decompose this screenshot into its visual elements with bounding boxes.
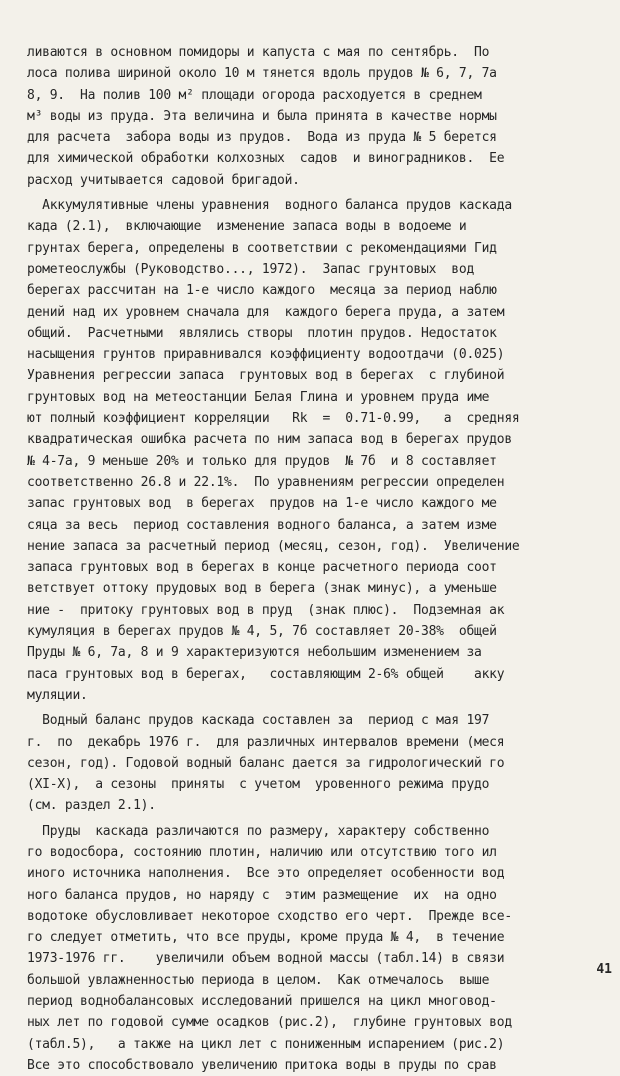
text-line: муляции.	[27, 687, 88, 703]
paragraph-2	[27, 195, 583, 706]
text-line: Уравнения регрессии запаса грунтовых вод в берегах с глубиной	[27, 368, 505, 384]
text-line: 1973-1976 гг. увеличили объем водной массы (табл.14) в связи	[27, 951, 505, 967]
text-line: ного баланса прудов, но наряду с этим размещение их на одно	[27, 887, 497, 903]
text-line: берегах рассчитан на 1-е число каждого месяца за период наблю	[27, 283, 497, 299]
text-line: паса грунтовых вод в берегах, составляющим 2-6% общей акку	[27, 666, 505, 682]
text-line: (см. раздел 2.1).	[27, 798, 156, 814]
text-line: ние - притоку грунтовых вод в пруд (знак плюс). Подземная ак	[27, 602, 505, 618]
text-line: ных лет по годовой сумме осадков (рис.2), глубине грунтовых вод	[27, 1015, 512, 1031]
text-line: сяца за весь период составления водного баланса, а затем изме	[27, 517, 497, 533]
text-line: ют полный коэффициент корреляции Rk = 0.71-0.99, а средняя	[27, 411, 520, 427]
text-line: кумуляция в берегах прудов № 4, 5, 7б составляет 20-38% общей	[27, 624, 497, 640]
text-line: для химической обработки колхозных садов и виноградников. Ее	[27, 151, 505, 167]
text-line: нение запаса за расчетный период (месяц, сезон, год). Увеличение	[27, 538, 520, 554]
text-line: запас грунтовых вод в берегах прудов на 1-е число каждого ме	[27, 496, 497, 512]
text-line: общий. Расчетными являлись створы плотин прудов. Недостаток	[27, 325, 497, 341]
text-line: расход учитывается садовой бригадой.	[27, 172, 300, 188]
text-line: грунтовых вод на метеостанции Белая Глина и уровнем пруда име	[27, 389, 490, 405]
text-line: 8, 9. На полив 100 м² площади огорода расходуется в среднем	[27, 87, 482, 103]
text-line: када (2.1), включающие изменение запаса воды в водоеме и	[27, 219, 467, 235]
text-line: дений над их уровнем сначала для каждого берега пруда, а затем	[27, 304, 505, 320]
text-line: Все это способствовало увеличению притока воды в пруды по срав	[27, 1057, 497, 1073]
text-line: лоса полива шириной около 10 м тянется вдоль прудов № 6, 7, 7а	[27, 66, 497, 82]
paragraph-1	[27, 42, 583, 191]
page-number: 41	[596, 962, 612, 977]
text-line: период воднобалансовых исследований пришелся на цикл многовод-	[27, 994, 497, 1010]
text-line: рометеослужбы (Руководство..., 1972). Запас грунтовых вод	[27, 261, 475, 277]
text-line: № 4-7а, 9 меньше 20% и только для прудов № 7б и 8 составляет	[27, 453, 497, 469]
text-line: Пруды каскада различаются по размеру, характеру собственно	[27, 823, 490, 839]
text-line: для расчета забора воды из прудов. Вода из пруда № 5 берется	[27, 130, 497, 146]
text-line: грунтах берега, определены в соответствии с рекомендациями Гид	[27, 240, 497, 256]
text-line: иного источника наполнения. Все это определяет особенности вод	[27, 866, 505, 882]
text-line: (табл.5), а также на цикл лет с пониженным испарением (рис.2)	[27, 1036, 505, 1052]
text-line: (XI-X), а сезоны приняты с учетом уровенного режима прудо	[27, 777, 490, 793]
text-line: м³ воды из пруда. Эта величина и была принята в качестве нормы	[27, 108, 497, 124]
text-line: насыщения грунтов приравнивался коэффициенту водоотдачи (0.025)	[27, 347, 505, 363]
text-line: ветствует оттоку прудовых вод в берега (знак минус), а уменьше	[27, 581, 497, 597]
text-line: Пруды № 6, 7а, 8 и 9 характеризуются небольшим изменением за	[27, 645, 482, 661]
text-line: запаса грунтовых вод в берегах в конце расчетного периода соот	[27, 560, 497, 576]
text-line: квадратическая ошибка расчета по ним запаса вод в берегах прудов	[27, 432, 512, 448]
document-body	[27, 42, 583, 1076]
paragraph-4	[27, 821, 583, 1076]
text-line: Водный баланс прудов каскада составлен за период с мая 197	[27, 713, 490, 729]
text-line: большой увлажненностью периода в целом. Как отмечалось выше	[27, 972, 490, 988]
text-line: сезон, год). Годовой водный баланс дается за гидрологический го	[27, 755, 505, 771]
text-line: соответственно 26.8 и 22.1%. По уравнениям регрессии определен	[27, 474, 505, 490]
text-line: го следует отметить, что все пруды, кроме пруда № 4, в течение	[27, 930, 505, 946]
text-line: Аккумулятивные члены уравнения водного баланса прудов каскада	[27, 198, 512, 214]
text-line: г. по декабрь 1976 г. для различных интервалов времени (меся	[27, 734, 505, 750]
text-line: водотоке обусловливает некоторое сходство его черт. Прежде все-	[27, 908, 512, 924]
paragraph-3	[27, 710, 583, 816]
text-line: ливаются в основном помидоры и капуста с мая по сентябрь. По	[27, 45, 490, 60]
text-line: го водосбора, состоянию плотин, наличию или отсутствию того ил	[27, 844, 497, 860]
